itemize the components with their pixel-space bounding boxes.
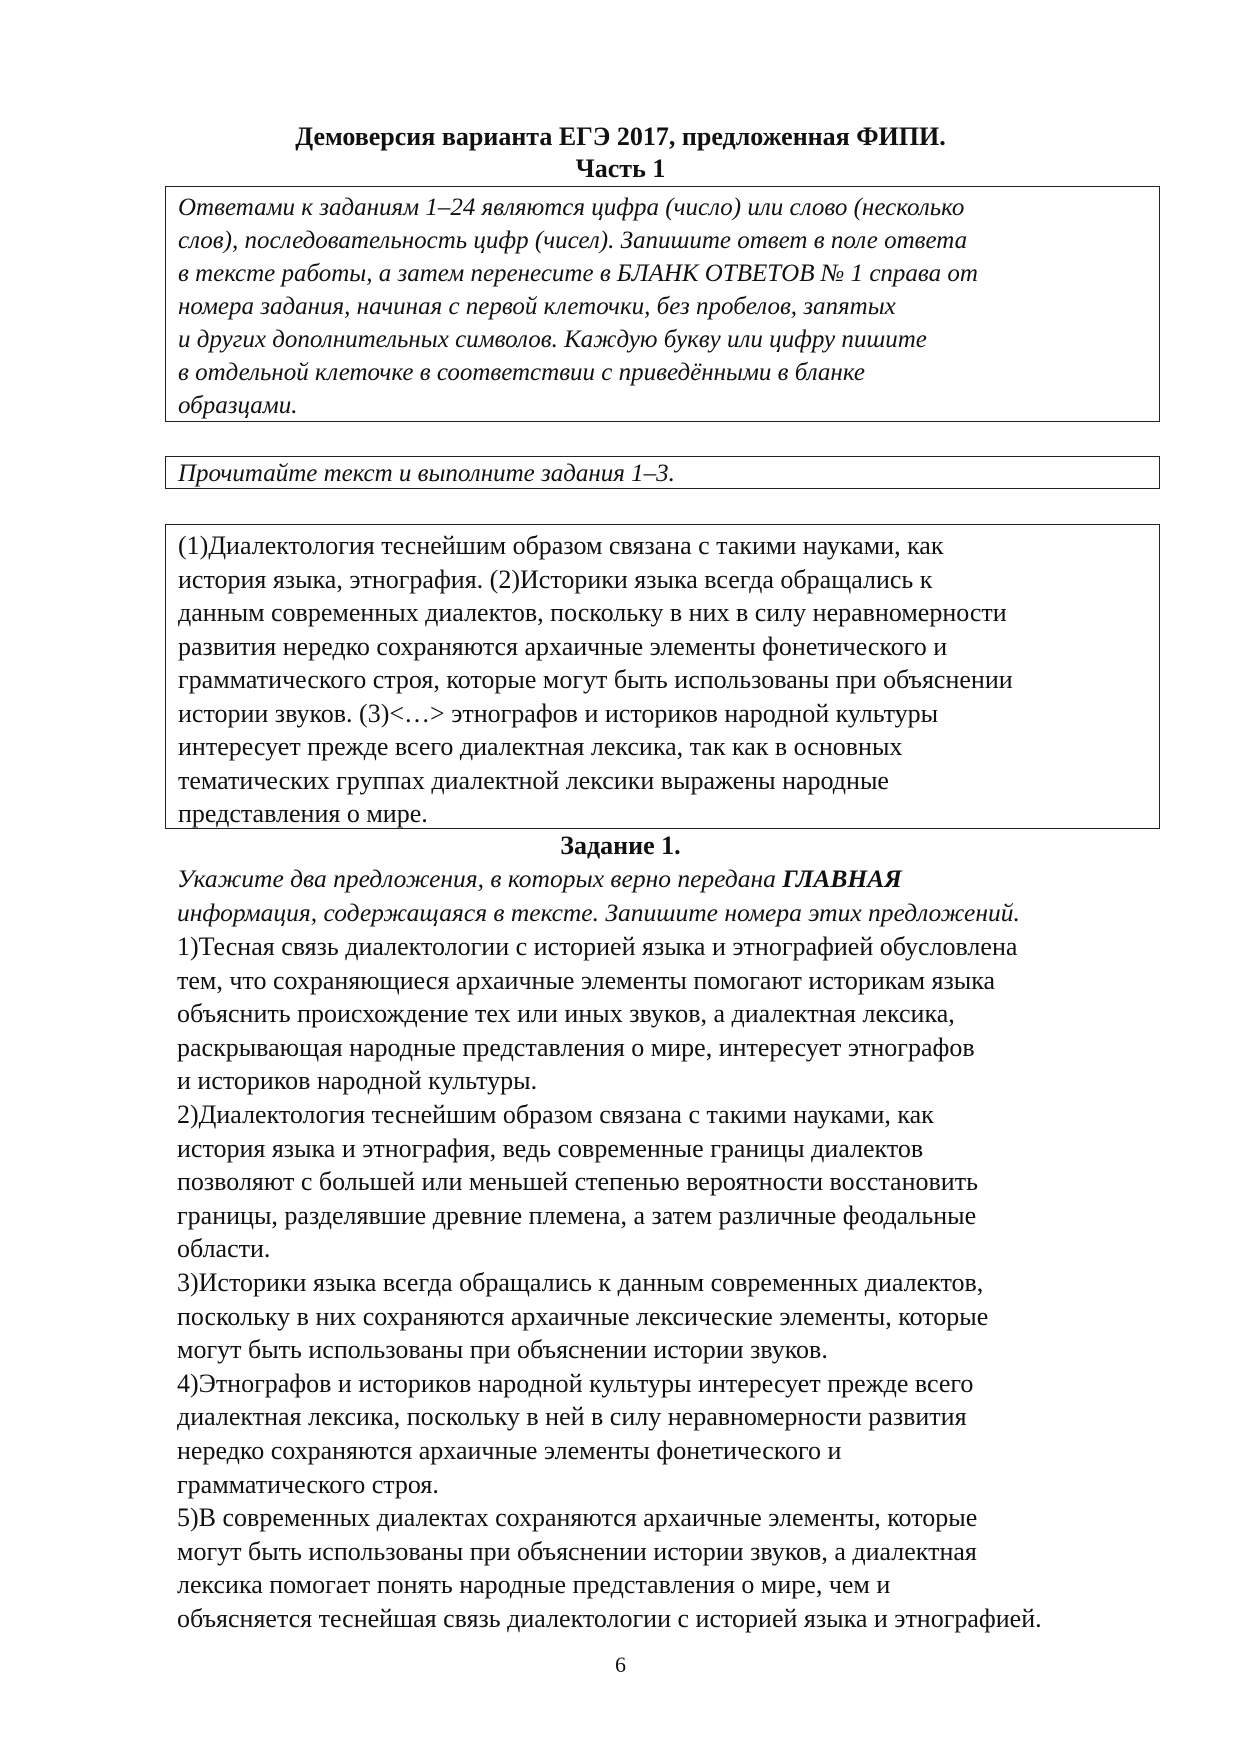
answer-option-line: могут быть использованы при объяснении истории звуков. [177,1335,828,1365]
page-title: Демоверсия варианта ЕГЭ 2017, предложенная ФИПИ. [295,122,946,151]
source-text-line: интересует прежде всего диалектная лексика, так как в основных [178,732,903,761]
answer-option-4 [177,1367,1187,1501]
task-instruction [177,862,1177,930]
answer-option-line: области. [177,1234,271,1264]
source-text-line: данным современных диалектов, поскольку в них в силу неравномерности [178,598,1007,627]
answer-option-line: раскрывающая народные представления о мире, интересует этнографов [177,1032,975,1062]
source-text-line: грамматического строя, которые могут быть использованы при объяснении [178,665,1013,694]
answer-option-2 [177,1098,1187,1266]
answer-option-line: 5)В современных диалектах сохраняются архаичные элементы, которые [177,1503,978,1533]
answer-option-line: позволяют с большей или меньшей степенью вероятности восстановить [177,1167,978,1197]
source-text-line: представления о мире. [178,799,428,828]
answer-option-line: 1)Тесная связь диалектологии с историей языка и этнографией обусловлена [177,932,1018,961]
answer-option-3 [177,1266,1187,1367]
task-instruction-emphasis: ГЛАВНАЯ [782,864,902,893]
answer-option-line: диалектная лексика, поскольку в ней в силу неравномерности развития [177,1402,967,1432]
source-text-line: тематических группах диалектной лексики выражены народные [178,765,889,795]
instructions-line: Ответами к заданиям 1–24 являются цифра (число) или слово (несколько [178,194,965,221]
reading-prompt: Прочитайте текст и выполните задания 1–3. [178,460,675,487]
task-instruction-line [177,862,1177,896]
answer-option-line: могут быть использованы при объяснении истории звуков, а диалектная [177,1536,977,1566]
source-text-box [165,524,1160,829]
instructions-line: в отдельной клеточке в соответствии с приведёнными в бланке [178,359,865,386]
answer-option-line: объясняется теснейшая связь диалектологии с историей языка и этнографией. [177,1603,1042,1633]
answer-option-line: история языка и этнография, ведь современные границы диалектов [177,1133,924,1163]
answer-option-5 [177,1501,1187,1635]
instructions-line: в тексте работы, а затем перенесите в БЛАНК ОТВЕТОВ № 1 справа от [178,260,978,287]
answer-option-line: грамматического строя. [177,1469,439,1499]
answer-option-line: 2)Диалектология теснейшим образом связана с такими науками, как [177,1099,934,1129]
instructions-line: номера задания, начиная с первой клеточки, без пробелов, запятых [178,293,896,320]
answer-option-line: 3)Историки языка всегда обращались к данным современных диалектов, [177,1267,984,1297]
reading-prompt-box [165,456,1160,489]
source-text-line: развития нередко сохраняются архаичные элементы фонетического и [178,631,948,661]
answer-option-line: поскольку в них сохраняются архаичные лексические элементы, которые [177,1301,989,1331]
answer-option-line: 4)Этнографов и историков народной культуры интересует прежде всего [177,1368,974,1398]
task-instruction-text: Укажите два предложения, в которых верно передана [177,864,783,893]
instructions-line: и других дополнительных символов. Каждую букву или цифру пишите [178,326,927,353]
answer-option-line: лексика помогает понять народные представления о мире, чем и [177,1570,891,1600]
answer-option-1 [177,930,1187,1098]
source-text-line: (1)Диалектология теснейшим образом связана с такими науками, как [178,531,944,560]
page-number: 6 [615,1652,626,1677]
instructions-box [165,186,1160,422]
source-text-line: история языка, этнография. (2)Историки языка всегда обращались к [178,564,933,594]
answer-option-line: объяснить происхождение тех или иных звуков, а диалектная лексика, [177,999,955,1029]
answer-option-line: нередко сохраняются архаичные элементы фонетического и [177,1435,842,1465]
task-heading: Задание 1. [560,831,681,860]
answer-option-line: тем, что сохраняющиеся архаичные элементы помогают историкам языка [177,965,996,995]
answer-option-line: границы, разделявшие древние племена, а затем различные феодальные [177,1200,977,1230]
answer-option-line: и историков народной культуры. [177,1066,538,1096]
task-instruction-line: информация, содержащаяся в тексте. Запишите номера этих предложений. [177,898,1020,927]
instructions-line: слов), последовательность цифр (чисел). Запишите ответ в поле ответа [178,227,968,254]
instructions-line: образцами. [178,392,298,419]
source-text-line: истории звуков. (3)<…> этнографов и историков народной культуры [178,698,939,728]
part-heading: Часть 1 [575,154,666,183]
answer-options [177,930,1187,1635]
